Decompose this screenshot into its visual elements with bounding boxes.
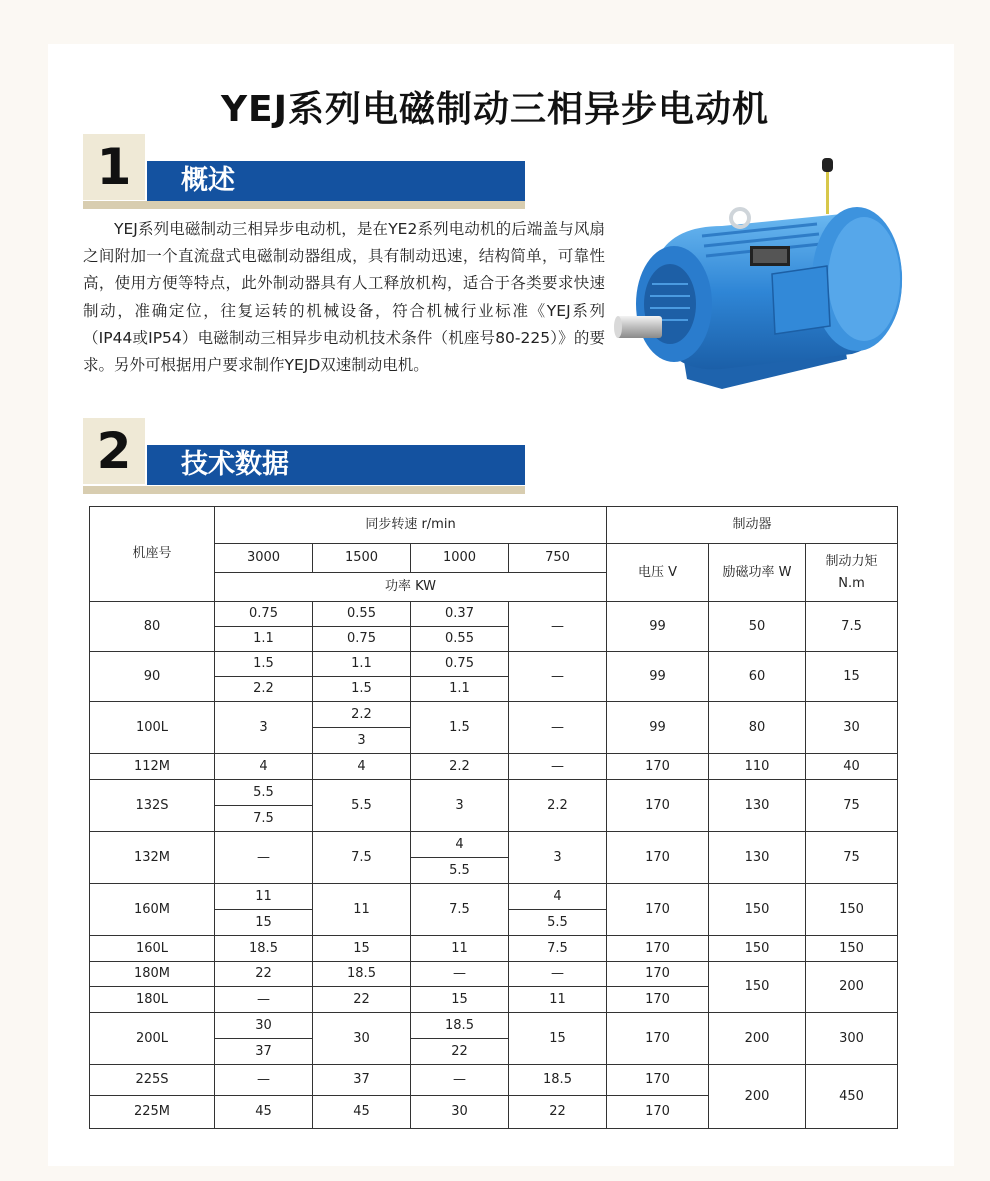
torque-cell: 450	[806, 1065, 898, 1129]
excite-cell: 110	[709, 754, 806, 780]
excite-cell: 60	[709, 652, 806, 702]
excite-cell: 80	[709, 702, 806, 754]
power-cell: 7.5	[411, 884, 509, 936]
power-cell: 11	[313, 884, 411, 936]
power-cell: 5.5	[411, 858, 509, 884]
section-2-underline	[83, 486, 525, 494]
power-cell: 1.1	[215, 627, 313, 652]
excite-cell: 130	[709, 832, 806, 884]
power-cell: 5.5	[509, 910, 607, 936]
power-cell: —	[509, 702, 607, 754]
power-cell: 15	[313, 936, 411, 962]
header-speed-1500: 1500	[313, 544, 411, 573]
power-cell: 15	[509, 1013, 607, 1065]
power-cell: 11	[509, 987, 607, 1013]
power-cell: 1.1	[411, 677, 509, 702]
page-title: YEJ系列电磁制动三相异步电动机	[220, 89, 770, 130]
power-cell: 7.5	[313, 832, 411, 884]
power-cell: 18.5	[313, 962, 411, 987]
frame-cell: 90	[90, 652, 215, 702]
power-cell: 22	[411, 1039, 509, 1065]
power-cell: 7.5	[215, 806, 313, 832]
power-cell: 1.1	[313, 652, 411, 677]
power-cell: —	[509, 652, 607, 702]
section-1-underline	[83, 201, 525, 209]
torque-cell: 15	[806, 652, 898, 702]
frame-cell: 180L	[90, 987, 215, 1013]
power-cell: —	[509, 962, 607, 987]
power-cell: 4	[215, 754, 313, 780]
power-cell: 4	[509, 884, 607, 910]
power-cell: 5.5	[215, 780, 313, 806]
power-cell: 0.75	[313, 627, 411, 652]
header-brake: 制动器	[607, 507, 898, 544]
excite-cell: 130	[709, 780, 806, 832]
voltage-cell: 170	[607, 884, 709, 936]
power-cell: 45	[215, 1096, 313, 1129]
torque-cell: 40	[806, 754, 898, 780]
power-cell: 30	[313, 1013, 411, 1065]
power-cell: 5.5	[313, 780, 411, 832]
power-cell: 0.75	[411, 652, 509, 677]
voltage-cell: 170	[607, 936, 709, 962]
excite-cell: 50	[709, 602, 806, 652]
power-cell: 4	[313, 754, 411, 780]
voltage-cell: 99	[607, 602, 709, 652]
frame-cell: 225M	[90, 1096, 215, 1129]
power-cell: —	[509, 754, 607, 780]
spec-table	[89, 506, 898, 1129]
power-cell: 7.5	[509, 936, 607, 962]
voltage-cell: 170	[607, 1013, 709, 1065]
power-cell: —	[509, 602, 607, 652]
torque-cell: 150	[806, 884, 898, 936]
header-frame: 机座号	[90, 507, 215, 602]
power-cell: 3	[411, 780, 509, 832]
power-cell: 2.2	[411, 754, 509, 780]
voltage-cell: 170	[607, 754, 709, 780]
frame-cell: 225S	[90, 1065, 215, 1096]
torque-cell: 150	[806, 936, 898, 962]
power-cell: 1.5	[215, 652, 313, 677]
power-cell: 11	[215, 884, 313, 910]
torque-cell: 200	[806, 962, 898, 1013]
excite-cell: 200	[709, 1013, 806, 1065]
frame-cell: 112M	[90, 754, 215, 780]
power-cell: 2.2	[509, 780, 607, 832]
frame-cell: 200L	[90, 1013, 215, 1065]
intro-paragraph: YEJ系列电磁制动三相异步电动机，是在YE2系列电动机的后端盖与风扇之间附加一个直流盘式电磁制动器组成，具有制动迅速，结构简单，可靠性高，使用方便等特点，此外制动器具有人工释放机构，适合于各类要求快速制动，准确定位，往复运转的机械设备，符合机械行业标准《YEJ系列（IP44或IP54）电磁制动三相异步电动机技术条件（机座号80-225）》的要求。另外可根据用户要求制作YEJD双速制动电机。	[83, 220, 605, 375]
voltage-cell: 99	[607, 702, 709, 754]
torque-cell: 75	[806, 832, 898, 884]
header-power: 功率 KW	[215, 573, 607, 602]
section-2-title: 技术数据	[147, 445, 525, 485]
power-cell: 1.5	[313, 677, 411, 702]
power-cell: 18.5	[215, 936, 313, 962]
power-cell: 15	[215, 910, 313, 936]
voltage-cell: 99	[607, 652, 709, 702]
section-1-title: 概述	[147, 161, 525, 201]
power-cell: 1.5	[411, 702, 509, 754]
power-cell: 3	[215, 702, 313, 754]
header-torque	[806, 544, 898, 602]
power-cell: 30	[215, 1013, 313, 1039]
header-speed-750: 750	[509, 544, 607, 573]
frame-cell: 160M	[90, 884, 215, 936]
power-cell: —	[215, 832, 313, 884]
power-cell: 22	[509, 1096, 607, 1129]
power-cell: 22	[215, 962, 313, 987]
power-cell: 2.2	[313, 702, 411, 728]
frame-cell: 132M	[90, 832, 215, 884]
power-cell: —	[215, 1065, 313, 1096]
header-torque-unit: N.m	[838, 575, 865, 591]
power-cell: 30	[411, 1096, 509, 1129]
power-cell: 11	[411, 936, 509, 962]
excite-cell: 150	[709, 884, 806, 936]
power-cell: —	[411, 962, 509, 987]
header-speed: 同步转速 r/min	[215, 507, 607, 544]
voltage-cell: 170	[607, 780, 709, 832]
power-cell: 0.75	[215, 602, 313, 627]
header-torque-label: 制动力矩	[825, 553, 878, 569]
frame-cell: 100L	[90, 702, 215, 754]
power-cell: 37	[215, 1039, 313, 1065]
excite-cell: 150	[709, 936, 806, 962]
power-cell: —	[411, 1065, 509, 1096]
power-cell: 45	[313, 1096, 411, 1129]
power-cell: 22	[313, 987, 411, 1013]
frame-cell: 180M	[90, 962, 215, 987]
power-cell: 18.5	[411, 1013, 509, 1039]
header-excite-power: 励磁功率 W	[709, 544, 806, 602]
voltage-cell: 170	[607, 962, 709, 987]
section-2-number: 2	[83, 418, 145, 484]
motor-illustration	[612, 154, 912, 416]
power-cell: 2.2	[215, 677, 313, 702]
frame-cell: 132S	[90, 780, 215, 832]
power-cell: 15	[411, 987, 509, 1013]
power-cell: 3	[313, 728, 411, 754]
power-cell: 18.5	[509, 1065, 607, 1096]
voltage-cell: 170	[607, 1096, 709, 1129]
frame-cell: 80	[90, 602, 215, 652]
torque-cell: 300	[806, 1013, 898, 1065]
power-cell: 0.37	[411, 602, 509, 627]
power-cell: 37	[313, 1065, 411, 1096]
power-cell: 4	[411, 832, 509, 858]
torque-cell: 30	[806, 702, 898, 754]
frame-cell: 160L	[90, 936, 215, 962]
power-cell: 0.55	[411, 627, 509, 652]
voltage-cell: 170	[607, 1065, 709, 1096]
header-speed-1000: 1000	[411, 544, 509, 573]
header-voltage: 电压 V	[607, 544, 709, 602]
section-1-number: 1	[83, 134, 145, 200]
power-cell: 0.55	[313, 602, 411, 627]
torque-cell: 75	[806, 780, 898, 832]
voltage-cell: 170	[607, 987, 709, 1013]
power-cell: 3	[509, 832, 607, 884]
excite-cell: 200	[709, 1065, 806, 1129]
header-speed-3000: 3000	[215, 544, 313, 573]
torque-cell: 7.5	[806, 602, 898, 652]
voltage-cell: 170	[607, 832, 709, 884]
power-cell: —	[215, 987, 313, 1013]
excite-cell: 150	[709, 962, 806, 1013]
